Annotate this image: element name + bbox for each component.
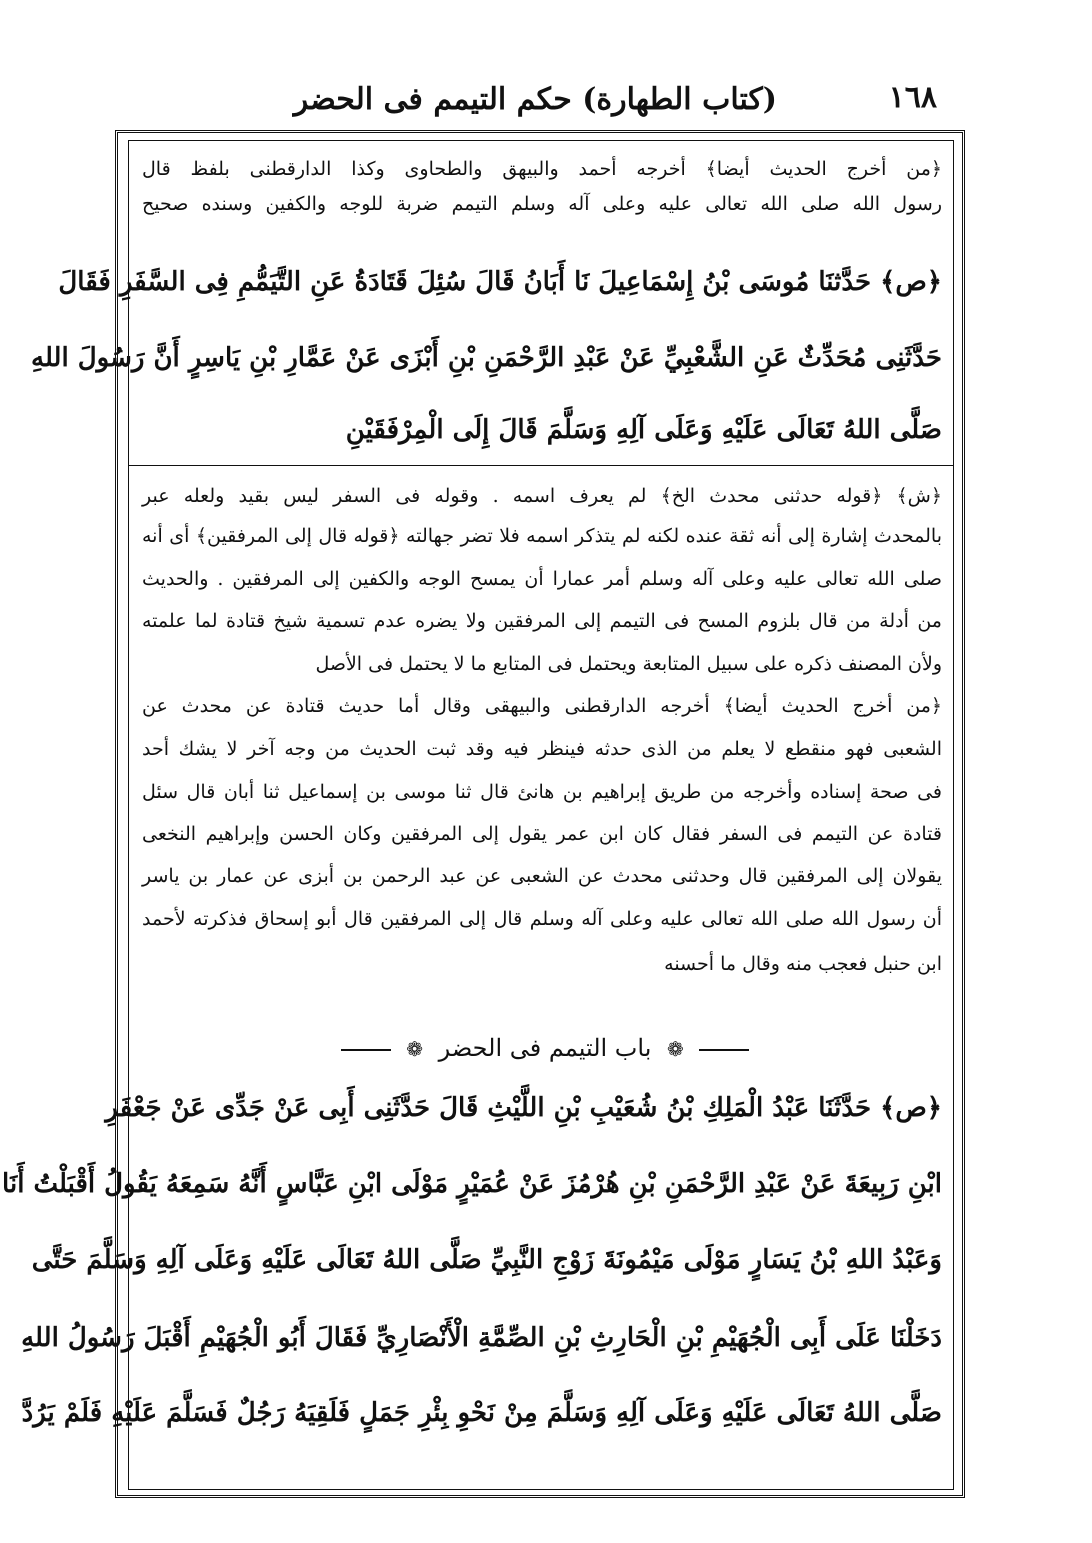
sharh-line: ابن حنبل فعجب منه وقال ما أحسنه (664, 953, 942, 975)
sharh-line: بالمحدث إشارة إلى أنه ثقة عنده لكنه لم يتذكر اسمه فلا تضر جهالته ﴿قوله قال إلى المرفقين﴾ أى أنه (142, 525, 942, 547)
hadith-line: وَعَبْدُ اللهِ بْنُ يَسَارٍ مَوْلَى مَيْمُونَةَ زَوْجِ النَّبِيِّ صَلَّى اللهُ تَعَالَى عَلَيْهِ وَعَلَى آلِهِ وَسَلَّمَ حَتَّى (31, 1245, 942, 1275)
running-title: (كتاب الطهارة) حكم التيمم فى الحضر (293, 82, 777, 117)
sharh-line: ﴿من أخرج الحديث أيضا﴾ أخرجه الدارقطنى والبيهقى وقال أما حديث قتادة عن محدث عن (142, 695, 942, 717)
sharh-line: صلى الله تعالى عليه وعلى آله وسلم أمر عمارا أن يمسح الوجه والكفين إلى المرفقين . والحديث (142, 568, 942, 590)
ornament-icon: ❁ (406, 1037, 423, 1061)
sharh-line: أن رسول الله صلى الله تعالى عليه وعلى آله وسلم قال إلى المرفقين قال أبو إسحاق فذكرته لأحمد (142, 908, 942, 930)
hadith-line: صَلَّى اللهُ تَعَالَى عَلَيْهِ وَعَلَى آلِهِ وَسَلَّمَ مِنْ نَحْوِ بِئْرِ جَمَلٍ فَلَقِيَهُ رَجُلٌ فَسَلَّمَ عَلَيْهِ فَلَمْ يَرُدَّ (21, 1398, 942, 1428)
commentary-line: ﴿من أخرج الحديث أيضا﴾ أخرجه أحمد والبيهق والطحاوى وكذا الدارقطنى بلفظ قال (142, 158, 942, 180)
ornament-icon: ❁ (667, 1037, 684, 1061)
page-number: ١٦٨ (888, 80, 937, 115)
heading-dash (699, 1049, 749, 1051)
hadith-line: صَلَّى اللهُ تَعَالَى عَلَيْهِ وَعَلَى آلِهِ وَسَلَّمَ قَالَ إِلَى الْمِرْفَقَيْنِ (345, 415, 942, 445)
section-divider (128, 465, 954, 466)
commentary-line: رسول الله صلى الله تعالى عليه وعلى آله وسلم التيمم ضربة للوجه والكفين وسنده صحيح (142, 193, 942, 215)
heading-dash (341, 1049, 391, 1051)
sharh-line: قتادة عن التيمم فى السفر فقال كان ابن عمر يقول إلى المرفقين وكان الحسن وإبراهيم النخعى (142, 823, 942, 845)
sharh-line: فى صحة إسناده وأخرجه من طريق إبراهيم بن هانئ قال ثنا موسى بن إسماعيل ثنا أبان قال سئل (142, 781, 942, 803)
chapter-title: باب التيمم فى الحضر (438, 1034, 652, 1062)
hadith-line: ﴿ص﴾ حَدَّثنَا مُوسَى بْنُ إِسْمَاعِيلَ نَا أَبَانُ قَالَ سُئِلَ قَتَادَةُ عَنِ التَّيَمُّمِ فِى السَّفَرِ فَقَالَ (58, 267, 942, 297)
sharh-line: ولأن المصنف ذكره على سبيل المتابعة ويحتمل فى المتابع ما لا يحتمل فى الأصل (315, 653, 942, 675)
hadith-line: ابْنِ رَبِيعَةَ عَنْ عَبْدِ الرَّحْمَنِ بْنِ هُرْمُزَ عَنْ عُمَيْرٍ مَوْلَى ابْنِ عَبَّاسٍ أَنَّهُ سَمِعَهُ يَقُولُ أَقْبَلْتُ أَنَا (2, 1169, 942, 1199)
sharh-line: يقولان إلى المرفقين قال وحدثنى محدث عن الشعبى عن عبد الرحمن بن أبزى عن عمار بن ياسر (142, 865, 942, 887)
sharh-line: من أدلة من قال بلزوم المسح فى التيمم إلى المرفقين ولا يضره عدم تسمية شيخ قتادة لما علمته (142, 610, 942, 632)
hadith-line: دَخَلْنَا عَلَى أَبِى الْجُهَيْمِ بْنِ الْحَارِثِ بْنِ الصِّمَّةِ الْأَنْصَارِيِّ فَقَالَ أَبُو الْجُهَيْمِ أَقْبَلَ رَسُولُ اللهِ (21, 1323, 942, 1353)
hadith-line: ﴿ص﴾ حَدَّثَنَا عَبْدُ الْمَلِكِ بْنُ شُعَيْبِ بْنِ اللَّيْثِ قَالَ حَدَّثَنِى أَبِى عَنْ جَدِّى عَنْ جَعْفَرِ (105, 1093, 942, 1123)
sharh-line: ﴿ش﴾ ﴿قوله حدثنى محدث الخ﴾ لم يعرف اسمه . وقوله فى السفر ليس بقيد ولعله عبر (142, 485, 942, 507)
chapter-heading (300, 1030, 790, 1066)
sharh-line: الشعبى فهو منقطع لا يعلم من الذى حدثه فينظر فيه وقد ثبت الحديث من وجه آخر لا يشك أحد (142, 738, 942, 760)
hadith-line: حَدَّثَنِى مُحَدِّثٌ عَنِ الشَّعْبِيِّ عَنْ عَبْدِ الرَّحْمَنِ بْنِ أَبْزَى عَنْ عَمَّارِ بْنِ يَاسِرٍ أَنَّ رَسُولَ اللهِ (31, 343, 942, 373)
